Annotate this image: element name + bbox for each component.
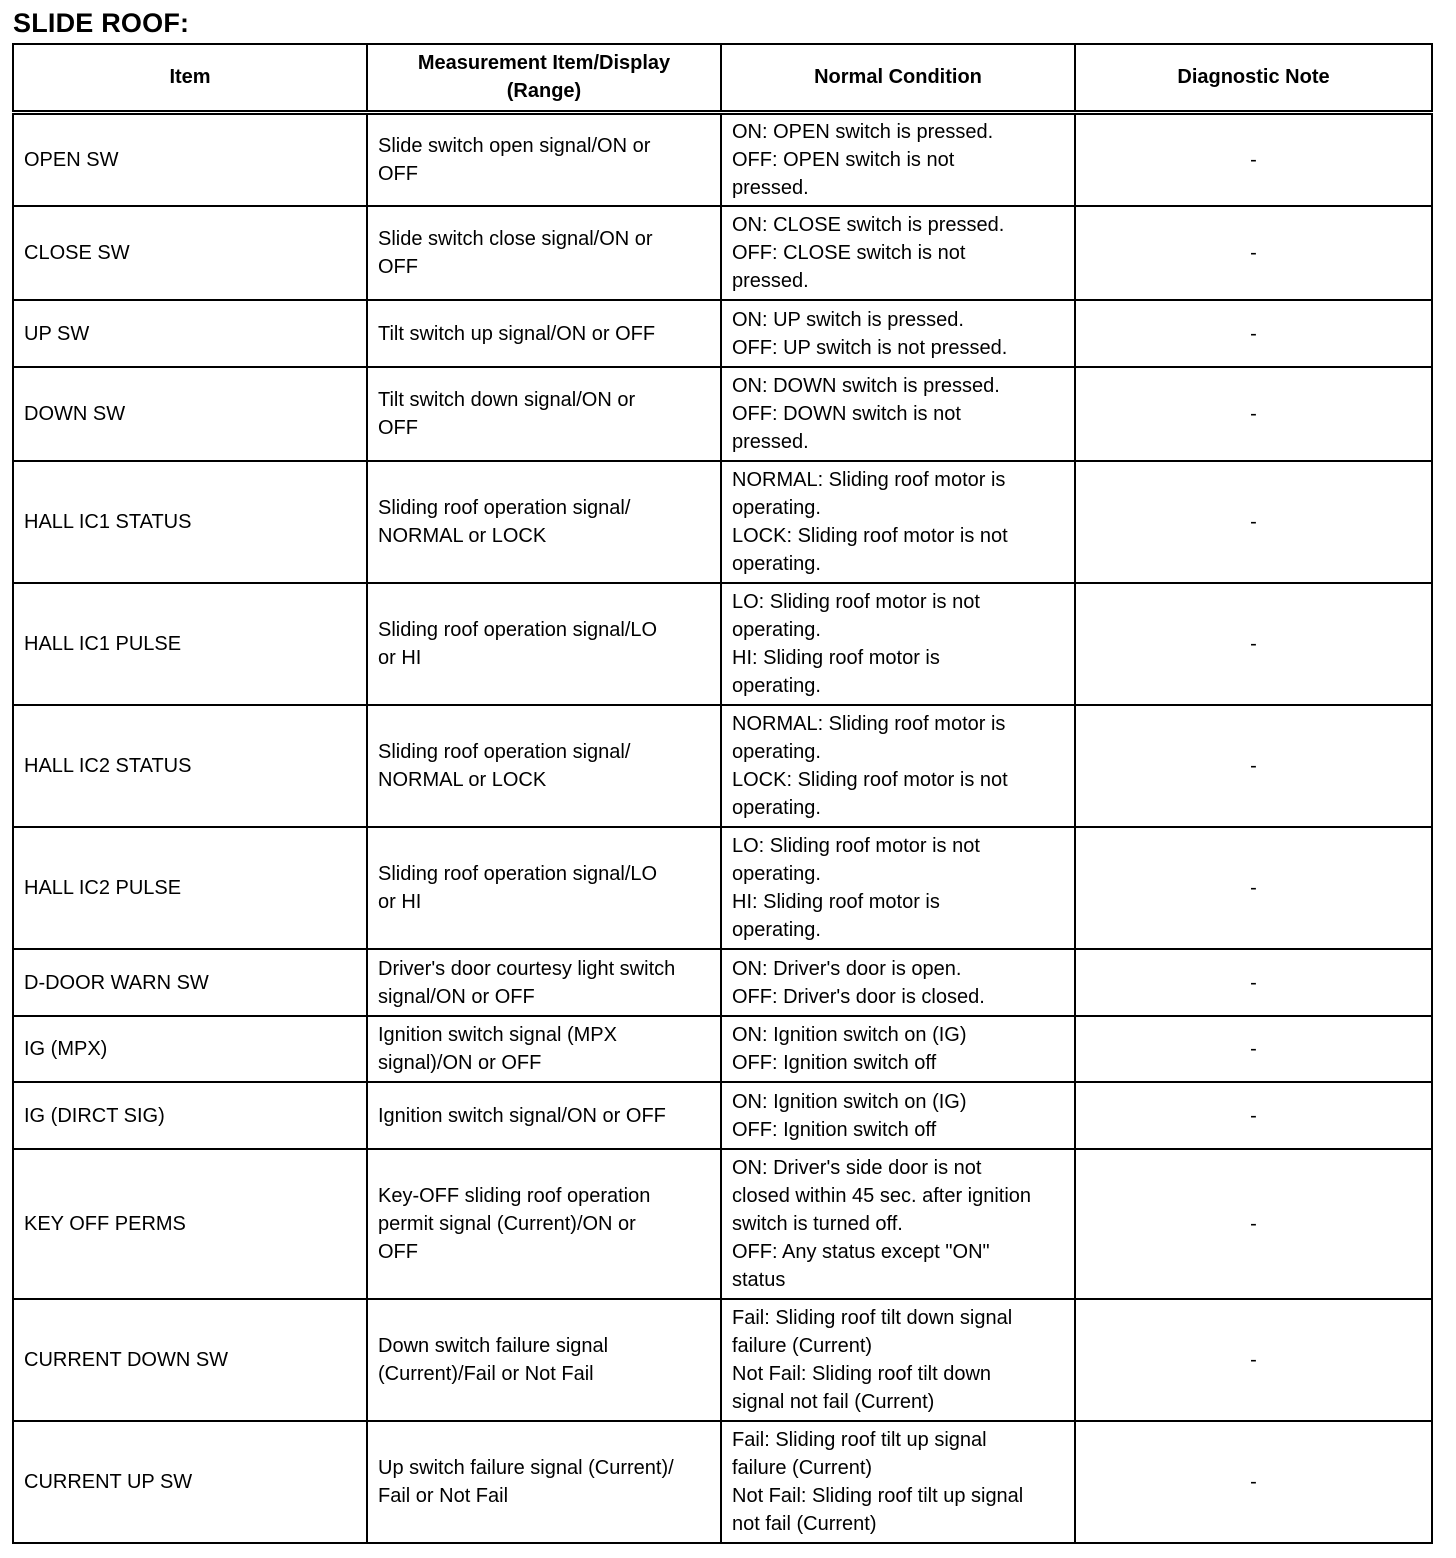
table-row bbox=[13, 1149, 1432, 1299]
measurement-line: signal/ON or OFF bbox=[378, 985, 535, 1008]
measurement-line: OFF bbox=[378, 162, 418, 185]
normal-condition-cell bbox=[721, 705, 1075, 827]
diagnostic-note-cell: - bbox=[1075, 1016, 1432, 1082]
condition-line: ON: OPEN switch is pressed. bbox=[732, 120, 994, 143]
condition-line: operating. bbox=[732, 553, 821, 575]
measurement-line: Down switch failure signal bbox=[378, 1335, 609, 1357]
table-row bbox=[13, 705, 1432, 827]
condition-line: pressed. bbox=[732, 431, 809, 453]
measurement-line: or HI bbox=[378, 891, 422, 913]
diagnostic-note-cell: - bbox=[1075, 112, 1432, 206]
table-row bbox=[13, 300, 1432, 367]
condition-line: ON: Driver's door is open. bbox=[732, 957, 962, 980]
measurement-cell bbox=[367, 1299, 721, 1421]
condition-line: OFF: UP switch is not pressed. bbox=[732, 336, 1008, 359]
condition-line: operating. bbox=[732, 741, 821, 763]
item-cell: KEY OFF PERMS bbox=[13, 1149, 367, 1299]
condition-line: LOCK: Sliding roof motor is not bbox=[732, 769, 1008, 791]
diagnostic-note-cell: - bbox=[1075, 583, 1432, 705]
condition-line: NORMAL: Sliding roof motor is bbox=[732, 713, 1006, 735]
condition-line: OFF: DOWN switch is not bbox=[732, 403, 961, 425]
condition-line: operating. bbox=[732, 675, 821, 697]
header-measurement-line2: (Range) bbox=[506, 80, 582, 103]
measurement-line: Driver's door courtesy light switch bbox=[378, 957, 676, 980]
normal-condition-cell bbox=[721, 112, 1075, 206]
normal-condition-cell bbox=[721, 1016, 1075, 1082]
measurement-line: Tilt switch up signal/ON or OFF bbox=[378, 322, 656, 345]
measurement-cell bbox=[367, 367, 721, 461]
measurement-line: NORMAL or LOCK bbox=[378, 525, 547, 547]
measurement-cell bbox=[367, 112, 721, 206]
table-row bbox=[13, 461, 1432, 583]
diagnostic-note-cell: - bbox=[1075, 1421, 1432, 1543]
normal-condition-cell bbox=[721, 461, 1075, 583]
condition-line: ON: DOWN switch is pressed. bbox=[732, 375, 1000, 397]
measurement-cell bbox=[367, 1149, 721, 1299]
normal-condition-cell bbox=[721, 1421, 1075, 1543]
condition-line: operating. bbox=[732, 919, 821, 941]
condition-line: operating. bbox=[732, 797, 821, 819]
condition-line: ON: Ignition switch on (IG) bbox=[732, 1090, 967, 1113]
condition-line: pressed. bbox=[732, 176, 809, 199]
measurement-line: (Current)/Fail or Not Fail bbox=[378, 1363, 594, 1385]
condition-line: Fail: Sliding roof tilt up signal bbox=[732, 1429, 987, 1451]
item-cell: OPEN SW bbox=[13, 112, 367, 206]
header-measurement bbox=[367, 44, 721, 112]
normal-condition-cell bbox=[721, 206, 1075, 300]
condition-line: NORMAL: Sliding roof motor is bbox=[732, 469, 1006, 491]
measurement-cell bbox=[367, 583, 721, 705]
item-cell: D-DOOR WARN SW bbox=[13, 949, 367, 1016]
measurement-line: signal)/ON or OFF bbox=[378, 1052, 542, 1074]
diagnostic-note-cell: - bbox=[1075, 300, 1432, 367]
measurement-cell bbox=[367, 206, 721, 300]
condition-line: LOCK: Sliding roof motor is not bbox=[732, 525, 1008, 547]
table-row bbox=[13, 1299, 1432, 1421]
measurement-line: Up switch failure signal (Current)/ bbox=[378, 1457, 674, 1479]
table-row bbox=[13, 1016, 1432, 1082]
diagnostic-note-cell: - bbox=[1075, 206, 1432, 300]
measurement-cell bbox=[367, 1421, 721, 1543]
item-cell: HALL IC2 PULSE bbox=[13, 827, 367, 949]
table-row bbox=[13, 367, 1432, 461]
header-diagnostic-note: Diagnostic Note bbox=[1075, 44, 1432, 112]
condition-line: OFF: Ignition switch off bbox=[732, 1052, 937, 1074]
measurement-line: Sliding roof operation signal/LO bbox=[378, 863, 658, 885]
measurement-line: or HI bbox=[378, 647, 422, 669]
item-cell: CURRENT DOWN SW bbox=[13, 1299, 367, 1421]
measurement-line: Tilt switch down signal/ON or bbox=[378, 389, 636, 411]
normal-condition-cell bbox=[721, 300, 1075, 367]
condition-line: not fail (Current) bbox=[732, 1513, 877, 1535]
condition-line: Not Fail: Sliding roof tilt up signal bbox=[732, 1485, 1024, 1507]
normal-condition-cell bbox=[721, 583, 1075, 705]
condition-line: OFF: OPEN switch is not bbox=[732, 148, 955, 171]
condition-line: failure (Current) bbox=[732, 1457, 873, 1479]
table-row bbox=[13, 949, 1432, 1016]
condition-line: HI: Sliding roof motor is bbox=[732, 891, 940, 913]
condition-line: ON: CLOSE switch is pressed. bbox=[732, 214, 1005, 236]
condition-line: ON: Driver's side door is not bbox=[732, 1157, 982, 1179]
table-row bbox=[13, 112, 1432, 206]
condition-line: pressed. bbox=[732, 270, 809, 292]
table-body bbox=[13, 112, 1432, 1543]
condition-line: OFF: Ignition switch off bbox=[732, 1118, 937, 1141]
normal-condition-cell bbox=[721, 827, 1075, 949]
measurement-line: Fail or Not Fail bbox=[378, 1485, 509, 1507]
item-cell: CURRENT UP SW bbox=[13, 1421, 367, 1543]
normal-condition-cell bbox=[721, 949, 1075, 1016]
table-row bbox=[13, 583, 1432, 705]
item-cell: IG (MPX) bbox=[13, 1016, 367, 1082]
header-row bbox=[13, 44, 1432, 112]
diagnostic-note-cell: - bbox=[1075, 367, 1432, 461]
diagnostic-note-cell: - bbox=[1075, 1082, 1432, 1149]
condition-line: status bbox=[732, 1269, 786, 1291]
page-title: SLIDE ROOF: bbox=[13, 8, 190, 38]
measurement-line: Slide switch close signal/ON or bbox=[378, 228, 653, 250]
condition-line: HI: Sliding roof motor is bbox=[732, 647, 940, 669]
measurement-line: permit signal (Current)/ON or bbox=[378, 1213, 636, 1235]
measurement-line: Sliding roof operation signal/LO bbox=[378, 619, 658, 641]
table-row bbox=[13, 206, 1432, 300]
measurement-line: OFF bbox=[378, 256, 418, 278]
item-cell: IG (DIRCT SIG) bbox=[13, 1082, 367, 1149]
measurement-line: OFF bbox=[378, 1241, 418, 1263]
item-cell: CLOSE SW bbox=[13, 206, 367, 300]
diagnostic-note-cell: - bbox=[1075, 461, 1432, 583]
table-row bbox=[13, 1082, 1432, 1149]
condition-line: failure (Current) bbox=[732, 1335, 873, 1357]
item-cell: HALL IC2 STATUS bbox=[13, 705, 367, 827]
measurement-line: Sliding roof operation signal/ bbox=[378, 741, 631, 763]
table-row bbox=[13, 827, 1432, 949]
measurement-cell bbox=[367, 461, 721, 583]
condition-line: operating. bbox=[732, 497, 821, 519]
measurement-line: Key-OFF sliding roof operation bbox=[378, 1185, 651, 1207]
diagnostic-note-cell: - bbox=[1075, 705, 1432, 827]
condition-line: ON: UP switch is pressed. bbox=[732, 308, 964, 331]
condition-line: closed within 45 sec. after ignition bbox=[732, 1185, 1032, 1207]
normal-condition-cell bbox=[721, 1082, 1075, 1149]
condition-line: Fail: Sliding roof tilt down signal bbox=[732, 1307, 1013, 1329]
item-cell: HALL IC1 STATUS bbox=[13, 461, 367, 583]
normal-condition-cell bbox=[721, 367, 1075, 461]
condition-line: OFF: CLOSE switch is not bbox=[732, 242, 966, 264]
measurement-line: Sliding roof operation signal/ bbox=[378, 497, 631, 519]
condition-line: OFF: Driver's door is closed. bbox=[732, 985, 985, 1008]
item-cell: DOWN SW bbox=[13, 367, 367, 461]
condition-line: OFF: Any status except "ON" bbox=[732, 1241, 990, 1263]
condition-line: LO: Sliding roof motor is not bbox=[732, 835, 980, 857]
condition-line: operating. bbox=[732, 863, 821, 885]
header-measurement-line1: Measurement Item/Display bbox=[417, 52, 671, 75]
header-item: Item bbox=[13, 44, 367, 112]
condition-line: ON: Ignition switch on (IG) bbox=[732, 1024, 967, 1046]
measurement-cell bbox=[367, 705, 721, 827]
measurement-cell bbox=[367, 1082, 721, 1149]
condition-line: operating. bbox=[732, 619, 821, 641]
diagnostic-note-cell: - bbox=[1075, 949, 1432, 1016]
measurement-line: Slide switch open signal/ON or bbox=[378, 134, 651, 157]
normal-condition-cell bbox=[721, 1299, 1075, 1421]
diagnostic-note-cell: - bbox=[1075, 827, 1432, 949]
diagnostic-note-cell: - bbox=[1075, 1299, 1432, 1421]
measurement-cell bbox=[367, 300, 721, 367]
header-normal-condition: Normal Condition bbox=[721, 44, 1075, 112]
diagnostic-note-cell: - bbox=[1075, 1149, 1432, 1299]
table-row bbox=[13, 1421, 1432, 1543]
measurement-line: Ignition switch signal/ON or OFF bbox=[378, 1104, 666, 1127]
measurement-line: NORMAL or LOCK bbox=[378, 769, 547, 791]
condition-line: LO: Sliding roof motor is not bbox=[732, 591, 980, 613]
measurement-cell bbox=[367, 827, 721, 949]
measurement-cell bbox=[367, 949, 721, 1016]
condition-line: switch is turned off. bbox=[732, 1213, 903, 1235]
condition-line: Not Fail: Sliding roof tilt down bbox=[732, 1363, 992, 1385]
measurement-cell bbox=[367, 1016, 721, 1082]
slide-roof-data-table bbox=[12, 43, 1433, 1544]
measurement-line: Ignition switch signal (MPX bbox=[378, 1024, 617, 1046]
measurement-line: OFF bbox=[378, 417, 418, 439]
item-cell: HALL IC1 PULSE bbox=[13, 583, 367, 705]
condition-line: signal not fail (Current) bbox=[732, 1391, 935, 1413]
item-cell: UP SW bbox=[13, 300, 367, 367]
normal-condition-cell bbox=[721, 1149, 1075, 1299]
